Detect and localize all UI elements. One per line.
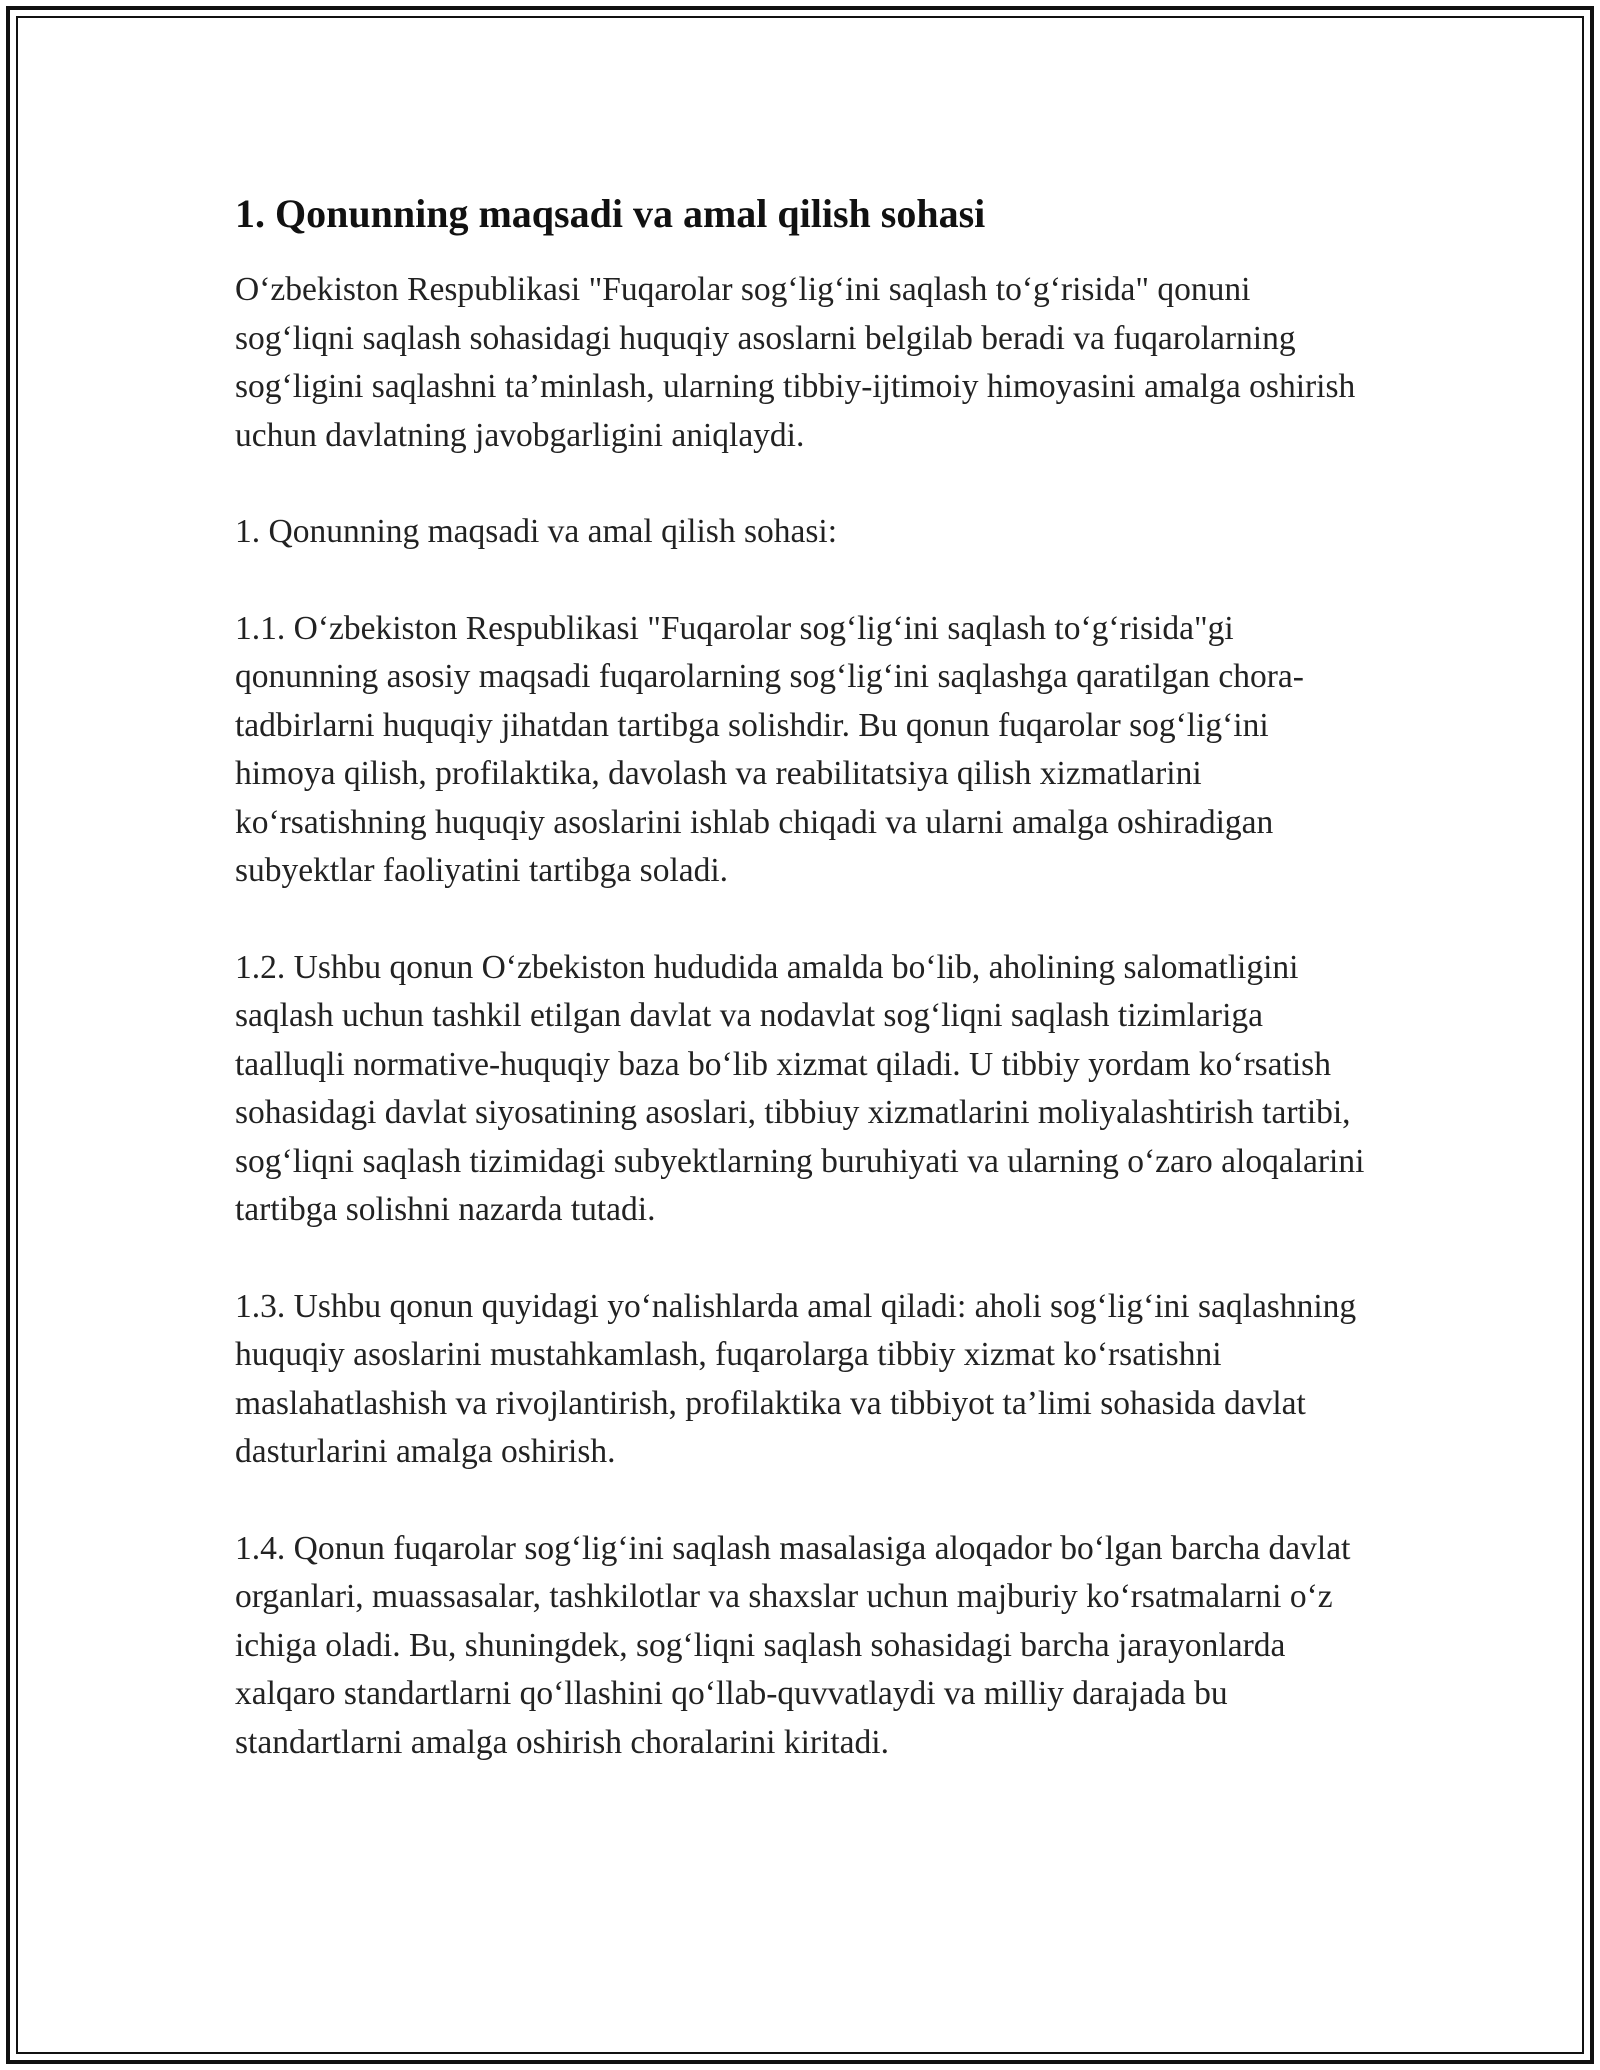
document-body: [235, 186, 1375, 1815]
section-heading-paragraph: 1. Qonunning maqsadi va amal qilish sohasi:: [235, 513, 838, 550]
clause-1-3-paragraph: 1.3. Ushbu qonun quyidagi yo‘nalishlarda amal qiladi: aholi sog‘lig‘ini saqlashning huquqiy asoslarini mustahkamlash, fuqarolarga tibbiy xizmat ko‘rsatishni maslahatlashish va rivojlantirish, profilaktika va tibbiyot ta’limi sohasida davlat dasturlarini amalga oshirish.: [235, 1287, 1357, 1470]
clause-1-2-paragraph: 1.2. Ushbu qonun O‘zbekiston hududida amalda bo‘lib, aholining salomatligini saqlash uchun tashkil etilgan davlat va nodavlat sog‘liqni saqlash tizimlariga taalluqli normative-huquqiy baza bo‘lib xizmat qiladi. U tibbiy yordam ko‘rsatish sohasidagi davlat siyosatining asoslari, tibbiuy xizmatlarini moliyalashtirish tartibi, sog‘liqni saqlash tizimidagi subyektlarning buruhiyati va ularning o‘zaro aloqalarini tartibga solishni nazarda tutadi.: [235, 948, 1365, 1228]
document-title: 1. Qonunning maqsadi va amal qilish sohasi: [235, 191, 986, 236]
clause-1-1-paragraph: 1.1. O‘zbekiston Respublikasi "Fuqarolar sog‘lig‘ini saqlash to‘g‘risida"gi qonunning asosiy maqsadi fuqarolarning sog‘lig‘ini saqlashga qaratilgan chora-tadbirlarni huquqiy jihatdan tartibga solishdir. Bu qonun fuqarolar sog‘lig‘ini himoya qilish, profilaktika, davolash va reabilitatsiya qilish xizmatlarini ko‘rsatishning huquqiy asoslarini ishlab chiqadi va ularni amalga oshiradigan subyektlar faoliyatini tartibga soladi.: [235, 609, 1304, 889]
intro-paragraph: O‘zbekiston Respublikasi "Fuqarolar sog‘lig‘ini saqlash to‘g‘risida" qonuni sog‘liqni saqlash sohasidagi huquqiy asoslarni belgilab beradi va fuqarolarning sog‘ligini saqlashni ta’minlash, ularning tibbiy-ijtimoiy himoyasini amalga oshirish uchun davlatning javobgarligini aniqlaydi.: [235, 271, 1356, 454]
clause-1-4-paragraph: 1.4. Qonun fuqarolar sog‘lig‘ini saqlash masalasiga aloqador bo‘lgan barcha davlat organlari, muassasalar, tashkilotlar va shaxslar uchun majburiy ko‘rsatmalarni o‘z ichiga oladi. Bu, shuningdek, sog‘liqni saqlash sohasidagi barcha jarayonlarda xalqaro standartlarni qo‘llashini qo‘llab-quvvatlaydi va milliy darajada bu standartlarni amalga oshirish choralarini kiritadi.: [235, 1529, 1351, 1761]
